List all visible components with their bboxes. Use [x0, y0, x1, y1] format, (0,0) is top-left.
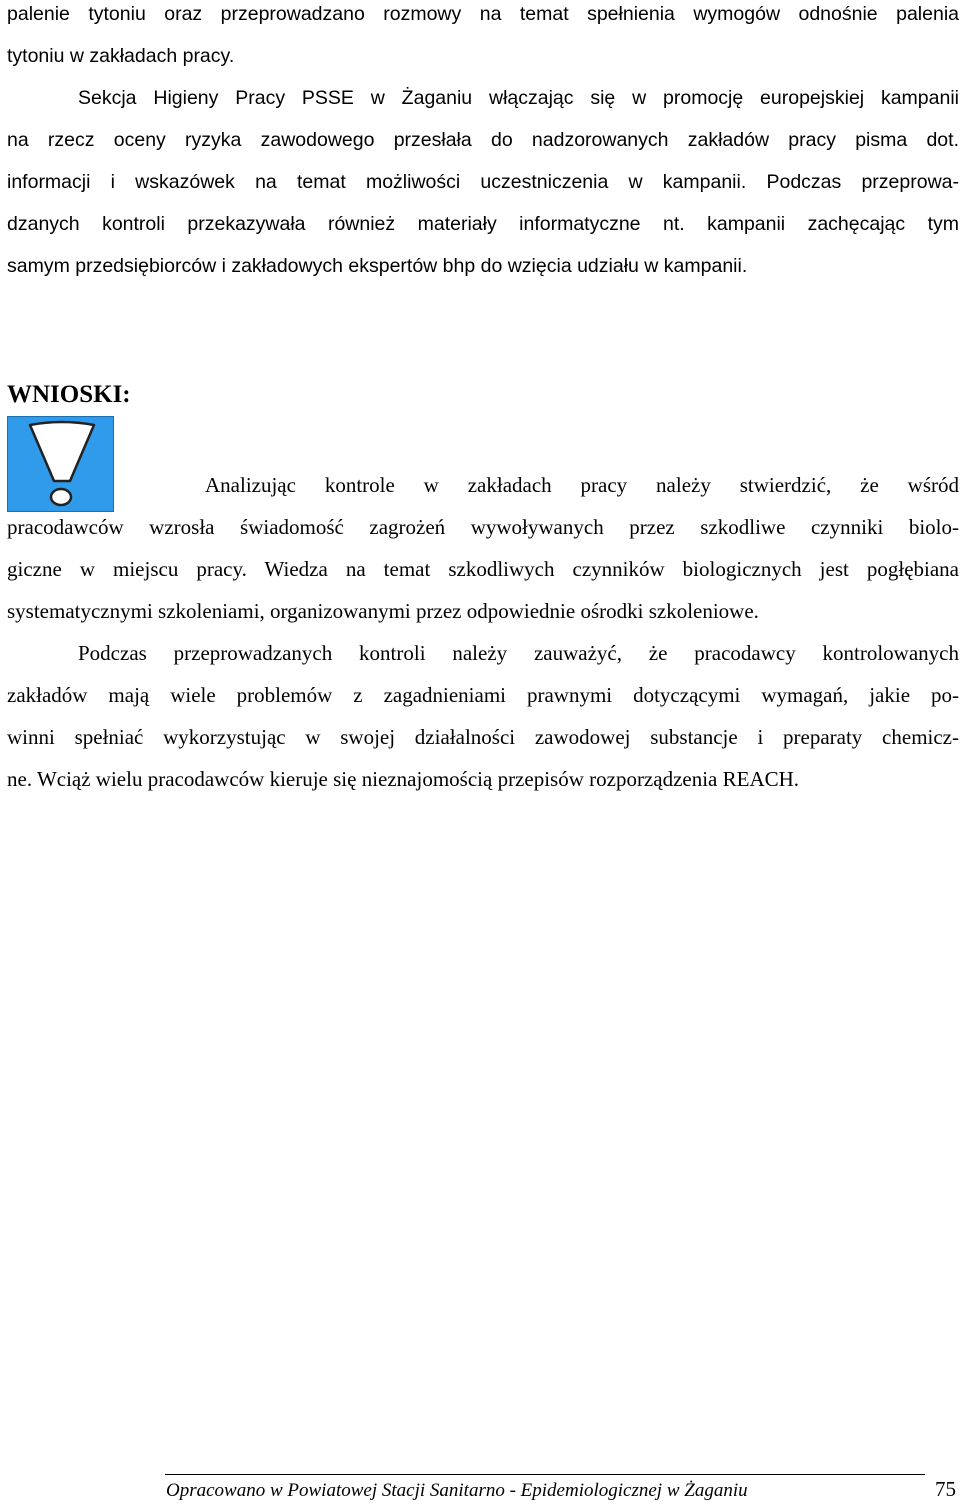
conclusions-line-8: ne. Wciąż wielu pracodawców kieruje się nieznajomością przepisów rozporządzenia REACH.	[7, 767, 800, 791]
page-number: 75	[935, 1477, 956, 1501]
intro-line-4: na rzecz oceny ryzyka zawodowego przesłała do nadzorowanych zakładów pracy pisma dot.	[7, 129, 959, 151]
conclusions-heading: WNIOSKI:	[7, 381, 131, 408]
conclusions-line-4: systematycznymi szkoleniami, organizowanymi przez odpowiednie ośrodki szkoleniowe.	[7, 599, 759, 623]
conclusions-line-5: Podczas przeprowadzanych kontroli należy zauważyć, że pracodawcy kontrolowanych	[78, 641, 959, 665]
footer-text: Opracowano w Powiatowej Stacji Sanitarno - Epidemiologicznej w Żaganiu	[166, 1480, 748, 1501]
intro-line-1: palenie tytoniu oraz przeprowadzano rozmowy na temat spełnienia wymogów odnośnie palenia	[7, 3, 959, 25]
intro-line-6: dzanych kontroli przekazywała również materiały informatyczne nt. kampanii zachęcając tym	[7, 213, 959, 235]
intro-line-2: tytoniu w zakładach pracy.	[7, 45, 235, 67]
conclusions-line-1: Analizując kontrole w zakładach pracy należy stwierdzić, że wśród	[205, 473, 959, 497]
conclusions-line-3: giczne w miejscu pracy. Wiedza na temat szkodliwych czynników biologicznych jest pogłębiana	[7, 557, 959, 581]
intro-line-3: Sekcja Higieny Pracy PSSE w Żaganiu włączając się w promocję europejskiej kampanii	[78, 87, 959, 109]
exclamation-warning-icon	[7, 416, 114, 512]
conclusions-line-6: zakładów mają wiele problemów z zagadnieniami prawnymi dotyczącymi wymagań, jakie po-	[7, 683, 959, 707]
conclusions-line-7: winni spełniać wykorzystując w swojej działalności zawodowej substancje i preparaty chemicz-	[7, 725, 959, 749]
intro-line-7: samym przedsiębiorców i zakładowych ekspertów bhp do wzięcia udziału w kampanii.	[7, 255, 748, 277]
footer-rule	[165, 1474, 925, 1475]
conclusions-line-2: pracodawców wzrosła świadomość zagrożeń wywoływanych przez szkodliwe czynniki biolo-	[7, 515, 959, 539]
intro-line-5: informacji i wskazówek na temat możliwości uczestniczenia w kampanii. Podczas przeprowa-	[7, 171, 959, 193]
